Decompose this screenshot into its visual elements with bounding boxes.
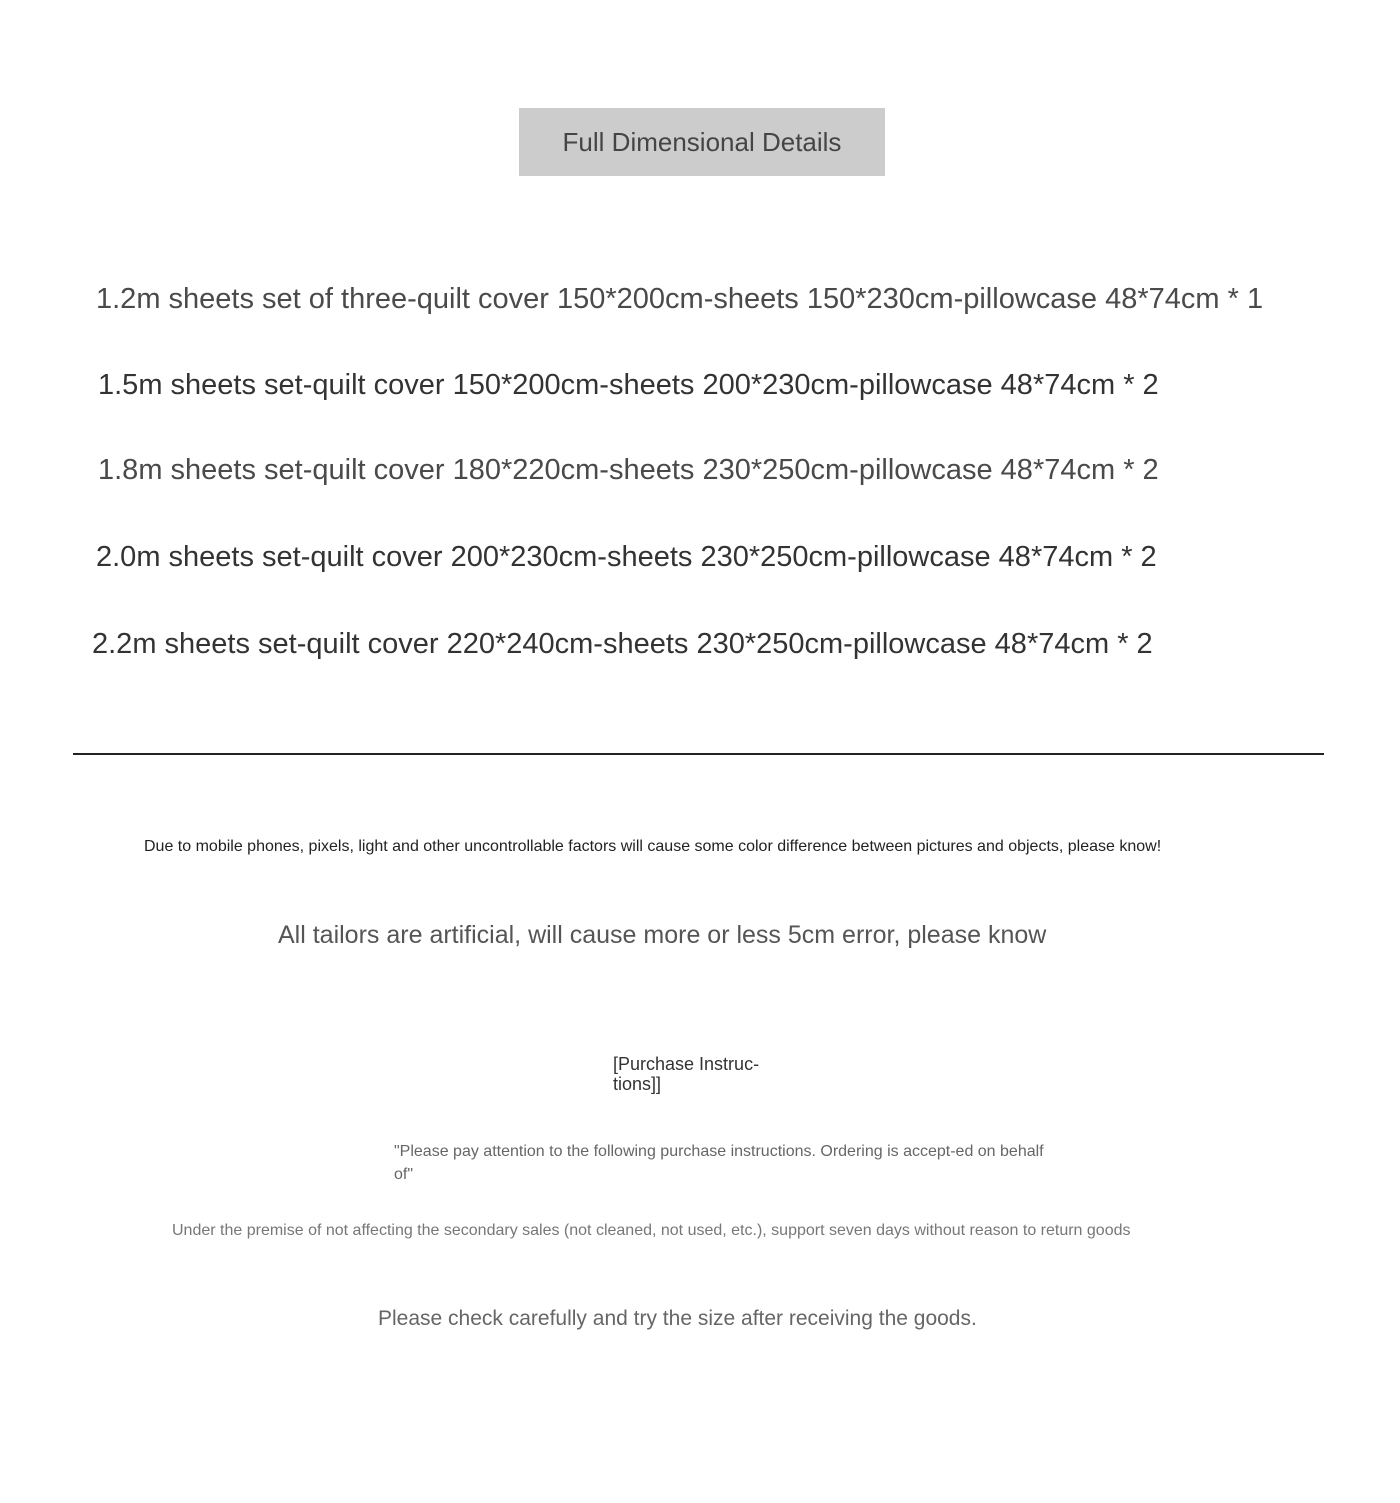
- size-line-1-8m: 1.8m sheets set-quilt cover 180*220cm-sheets 230*250cm-pillowcase 48*74cm * 2: [98, 454, 1159, 486]
- size-line-2-0m: 2.0m sheets set-quilt cover 200*230cm-sheets 230*250cm-pillowcase 48*74cm * 2: [96, 541, 1157, 573]
- size-line-2-2m: 2.2m sheets set-quilt cover 220*240cm-sheets 230*250cm-pillowcase 48*74cm * 2: [92, 628, 1153, 660]
- section-divider: [73, 753, 1324, 755]
- size-line-1-2m: 1.2m sheets set of three-quilt cover 150*200cm-sheets 150*230cm-pillowcase 48*74cm * 1: [96, 283, 1264, 315]
- tailor-error-note: All tailors are artificial, will cause more or less 5cm error, please know: [278, 921, 1047, 949]
- check-size-note: Please check carefully and try the size after receiving the goods.: [378, 1307, 977, 1330]
- purchase-instructions-note: "Please pay attention to the following purchase instructions. Ordering is accept-ed on behalf of": [394, 1143, 1044, 1183]
- color-difference-note: Due to mobile phones, pixels, light and other uncontrollable factors will cause some color difference between pictures and objects, please know!: [144, 838, 1162, 855]
- return-policy-note: Under the premise of not affecting the secondary sales (not cleaned, not used, etc.), support seven days without reason to return goods: [172, 1222, 1131, 1239]
- section-title: Full Dimensional Details: [519, 108, 885, 176]
- purchase-instructions-title: [Purchase Instruc-tions]]: [613, 1054, 760, 1094]
- size-line-1-5m: 1.5m sheets set-quilt cover 150*200cm-sheets 200*230cm-pillowcase 48*74cm * 2: [98, 369, 1159, 401]
